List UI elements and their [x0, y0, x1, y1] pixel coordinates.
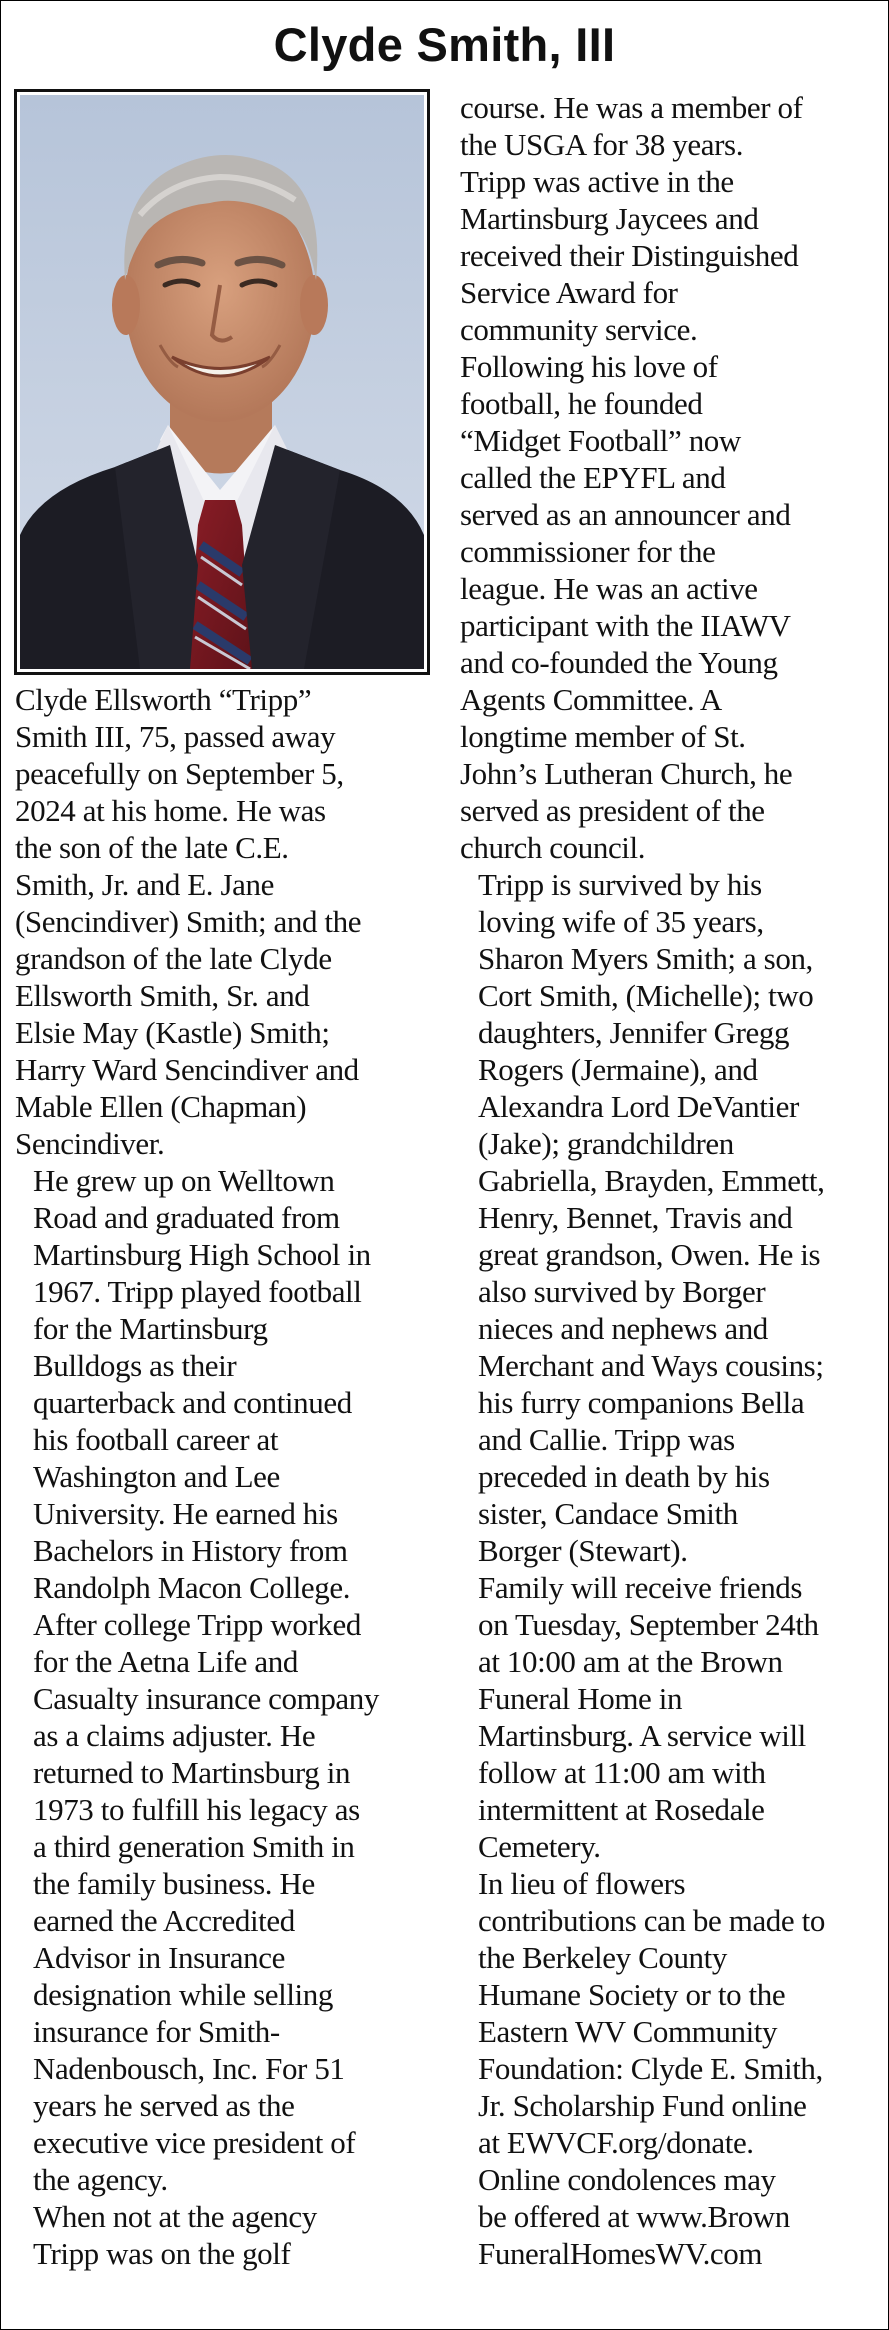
text-line: Harry Ward Sencindiver and	[15, 1052, 359, 1087]
text-line: his football career at	[33, 1422, 279, 1457]
obituary-paragraph	[460, 2161, 882, 2272]
text-line: Bulldogs as their	[33, 1348, 237, 1383]
text-line: Smith III, 75, passed away	[15, 719, 336, 754]
text-line: for the Aetna Life and	[33, 1644, 298, 1679]
text-line: 1973 to fulfill his legacy as	[33, 1792, 360, 1827]
text-line: contributions can be made to	[478, 1903, 825, 1938]
text-line: the agency.	[33, 2162, 168, 2197]
obituary-paragraph	[460, 866, 882, 1569]
text-line: on Tuesday, September 24th	[478, 1607, 819, 1642]
text-line: Clyde Ellsworth “Tripp”	[15, 682, 312, 717]
text-line: “Midget Football” now	[460, 423, 741, 458]
obituary-paragraph	[15, 681, 435, 1162]
text-line: daughters, Jennifer Gregg	[478, 1015, 790, 1050]
text-line: In lieu of flowers	[478, 1866, 686, 1901]
text-line: longtime member of St.	[460, 719, 746, 754]
text-line: the son of the late C.E.	[15, 830, 289, 865]
obituary-right-column	[460, 89, 882, 2272]
text-line: and co-founded the Young	[460, 645, 778, 680]
text-line: Cort Smith, (Michelle); two	[478, 978, 814, 1013]
text-line: Online condolences may	[478, 2162, 776, 2197]
text-line: football, he founded	[460, 386, 703, 421]
text-line: Funeral Home in	[478, 1681, 683, 1716]
text-line: Tripp was on the golf	[33, 2236, 291, 2271]
text-line: Alexandra Lord DeVantier	[478, 1089, 799, 1124]
text-line: executive vice president of	[33, 2125, 356, 2160]
text-line: earned the Accredited	[33, 1903, 295, 1938]
text-line: Martinsburg Jaycees and	[460, 201, 759, 236]
text-line: peacefully on September 5,	[15, 756, 344, 791]
text-line: Sencindiver.	[15, 1126, 165, 1161]
text-line: Cemetery.	[478, 1829, 601, 1864]
text-line: community service.	[460, 312, 698, 347]
text-line: served as an announcer and	[460, 497, 791, 532]
text-line: a third generation Smith in	[33, 1829, 355, 1864]
text-line: Martinsburg. A service will	[478, 1718, 806, 1753]
text-line: Sharon Myers Smith; a son,	[478, 941, 813, 976]
text-line: After college Tripp worked	[33, 1607, 361, 1642]
text-line: church council.	[460, 830, 646, 865]
text-line: insurance for Smith-	[33, 2014, 280, 2049]
text-line: Martinsburg High School in	[33, 1237, 371, 1272]
text-line: served as president of the	[460, 793, 765, 828]
text-line: the Berkeley County	[478, 1940, 727, 1975]
text-line: (Sencindiver) Smith; and the	[15, 904, 362, 939]
text-line: Mable Ellen (Chapman)	[15, 1089, 307, 1124]
text-line: called the EPYFL and	[460, 460, 726, 495]
text-line: loving wife of 35 years,	[478, 904, 764, 939]
text-line: Elsie May (Kastle) Smith;	[15, 1015, 330, 1050]
text-line: Merchant and Ways cousins;	[478, 1348, 824, 1383]
text-line: Tripp is survived by his	[478, 867, 762, 902]
text-line: and Callie. Tripp was	[478, 1422, 735, 1457]
text-line: received their Distinguished	[460, 238, 799, 273]
text-line: Randolph Macon College.	[33, 1570, 351, 1605]
text-line: Jr. Scholarship Fund online	[478, 2088, 807, 2123]
text-line: for the Martinsburg	[33, 1311, 268, 1346]
text-line: 2024 at his home. He was	[15, 793, 326, 828]
text-line: great grandson, Owen. He is	[478, 1237, 821, 1272]
text-line: FuneralHomesWV.com	[478, 2236, 763, 2271]
text-line: Following his love of	[460, 349, 718, 384]
text-line: Henry, Bennet, Travis and	[478, 1200, 793, 1235]
text-line: intermittent at Rosedale	[478, 1792, 765, 1827]
text-line: Humane Society or to the	[478, 1977, 786, 2012]
text-line: 1967. Tripp played football	[33, 1274, 362, 1309]
text-line: also survived by Borger	[478, 1274, 766, 1309]
text-line: the family business. He	[33, 1866, 315, 1901]
text-line: Washington and Lee	[33, 1459, 280, 1494]
text-line: Eastern WV Community	[478, 2014, 778, 2049]
text-line: grandson of the late Clyde	[15, 941, 332, 976]
obituary-paragraph	[15, 2198, 435, 2272]
obituary-left-column	[15, 681, 435, 2272]
text-line: Bachelors in History from	[33, 1533, 348, 1568]
text-line: at EWVCF.org/donate.	[478, 2125, 754, 2160]
text-line: nieces and nephews and	[478, 1311, 768, 1346]
text-line: years he served as the	[33, 2088, 295, 2123]
text-line: preceded in death by his	[478, 1459, 770, 1494]
text-line: Service Award for	[460, 275, 678, 310]
obituary-paragraph	[15, 1606, 435, 2198]
text-line: his furry companions Bella	[478, 1385, 805, 1420]
text-line: quarterback and continued	[33, 1385, 352, 1420]
text-line: He grew up on Welltown	[33, 1163, 335, 1198]
text-line: course. He was a member of	[460, 90, 803, 125]
obituary-paragraph	[15, 1162, 435, 1606]
text-line: Agents Committee. A	[460, 682, 722, 717]
text-line: Foundation: Clyde E. Smith,	[478, 2051, 823, 2086]
text-line: Borger (Stewart).	[478, 1533, 688, 1568]
text-line: Ellsworth Smith, Sr. and	[15, 978, 310, 1013]
text-line: Family will receive friends	[478, 1570, 803, 1605]
portrait-photo	[14, 89, 430, 675]
text-line: sister, Candace Smith	[478, 1496, 738, 1531]
portrait-illustration	[20, 95, 424, 669]
page-title: Clyde Smith, III	[273, 18, 616, 71]
text-line: When not at the agency	[33, 2199, 317, 2234]
text-line: as a claims adjuster. He	[33, 1718, 316, 1753]
text-line: returned to Martinsburg in	[33, 1755, 351, 1790]
obituary-paragraph	[460, 89, 882, 866]
text-line: commissioner for the	[460, 534, 716, 569]
text-line: the USGA for 38 years.	[460, 127, 744, 162]
text-line: Gabriella, Brayden, Emmett,	[478, 1163, 825, 1198]
text-line: league. He was an active	[460, 571, 758, 606]
obituary-paragraph	[460, 1865, 882, 2161]
text-line: follow at 11:00 am with	[478, 1755, 766, 1790]
text-line: Rogers (Jermaine), and	[478, 1052, 758, 1087]
text-line: Smith, Jr. and E. Jane	[15, 867, 274, 902]
text-line: be offered at www.Brown	[478, 2199, 790, 2234]
text-line: John’s Lutheran Church, he	[460, 756, 793, 791]
text-line: (Jake); grandchildren	[478, 1126, 734, 1161]
text-line: designation while selling	[33, 1977, 333, 2012]
text-line: University. He earned his	[33, 1496, 338, 1531]
obituary-paragraph	[460, 1569, 882, 1865]
text-line: Advisor in Insurance	[33, 1940, 285, 1975]
text-line: at 10:00 am at the Brown	[478, 1644, 783, 1679]
text-line: Road and graduated from	[33, 1200, 340, 1235]
text-line: Casualty insurance company	[33, 1681, 379, 1716]
text-line: Nadenbousch, Inc. For 51	[33, 2051, 345, 2086]
text-line: Tripp was active in the	[460, 164, 734, 199]
text-line: participant with the IIAWV	[460, 608, 791, 643]
